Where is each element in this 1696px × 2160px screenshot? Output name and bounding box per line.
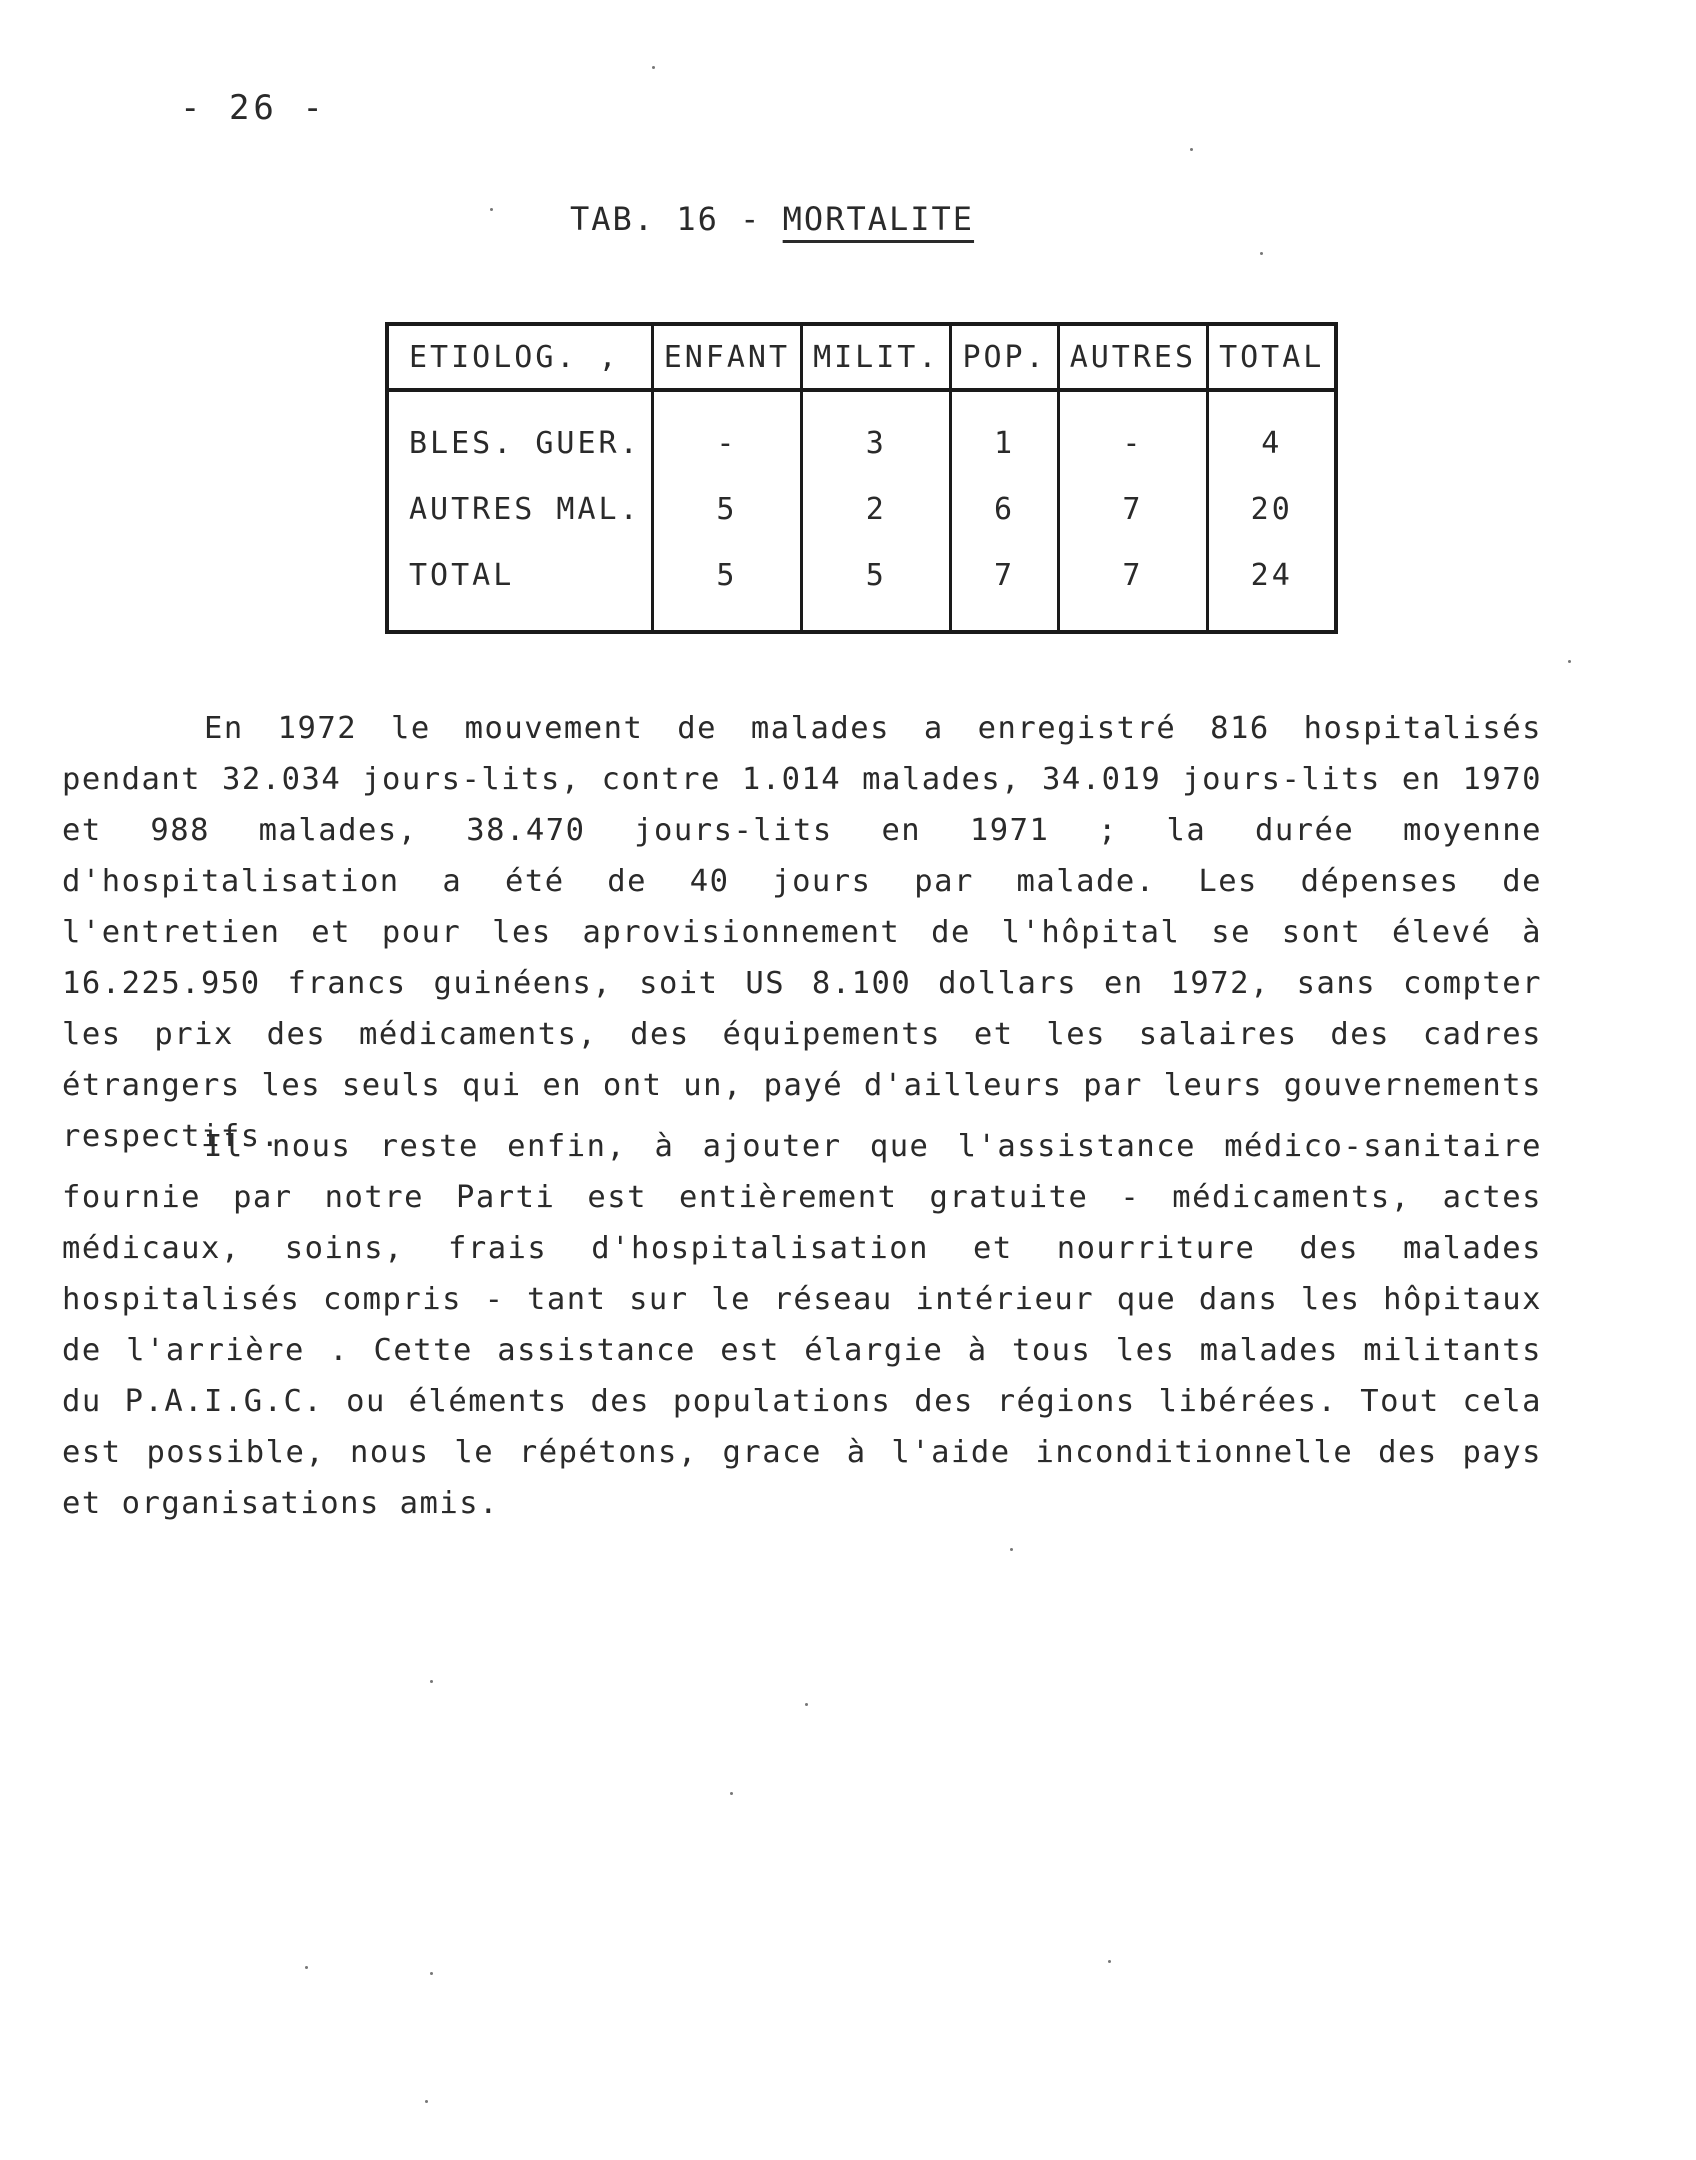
- scan-speck: [430, 1680, 433, 1683]
- table-cell: 3: [802, 390, 951, 476]
- table-cell: 7: [951, 542, 1058, 632]
- table-cell: 4: [1208, 390, 1337, 476]
- header-child: ENFANT: [652, 324, 801, 390]
- table-row: [387, 476, 1336, 542]
- scan-speck: [425, 2100, 428, 2103]
- scan-speck: [1568, 660, 1571, 663]
- scan-speck: [1260, 252, 1263, 255]
- scan-speck: [305, 1966, 308, 1969]
- header-total: TOTAL: [1208, 324, 1337, 390]
- scan-speck: [805, 1703, 808, 1706]
- scan-speck: [430, 1972, 433, 1975]
- mortality-table: [385, 322, 1338, 634]
- scan-speck: [1190, 148, 1193, 151]
- scan-speck: [652, 66, 655, 69]
- table-cell: 5: [652, 476, 801, 542]
- header-population: POP.: [951, 324, 1058, 390]
- paragraph-free-assistance: Il nous reste enfin, à ajouter que l'assistance médico-sanitaire fournie par notre Parti est entièrement gratuite - médicaments, actes médicaux, soins, frais d'hospitalisation et nourriture des malades hospitalisés compris - tant sur le réseau intérieur que dans les hôpitaux de l'arrière . Cette assistance est élargie à tous les malades militants du P.A.I.G.C. ou éléments des populations des régions libérées. Tout cela est possible, nous le répétons, grace à l'aide inconditionnelle des pays et organisations amis.: [62, 1128, 1542, 1521]
- table-cell: 20: [1208, 476, 1337, 542]
- table-cell: AUTRES MAL.: [387, 476, 652, 542]
- table-cell: 5: [802, 542, 951, 632]
- scan-speck: [730, 1792, 733, 1795]
- table-cell: 7: [1058, 542, 1207, 632]
- header-others: AUTRES: [1058, 324, 1207, 390]
- table-cell: 1: [951, 390, 1058, 476]
- scan-speck: [1108, 1960, 1111, 1963]
- table-header-row: [387, 324, 1336, 390]
- paragraph-hospital-movement: En 1972 le mouvement de malades a enregistré 816 hospitalisés pendant 32.034 jours-lits, contre 1.014 malades, 34.019 jours-lits en 1970 et 988 malades, 38.470 jours-lits en 1971 ; la durée moyenne d'hospitalisation a été de 40 jours par malade. Les dépenses de l'entretien et pour les aprovisionnement de l'hôpital se sont élevé à 16.225.950 francs guinéens, soit US 8.100 dollars en 1972, sans compter les prix des médicaments, des équipements et les salaires des cadres étrangers les seuls qui en ont un, payé d'ailleurs par leurs gouvernements respectifs.: [62, 710, 1542, 1154]
- table-cell: -: [652, 390, 801, 476]
- table-cell: 2: [802, 476, 951, 542]
- table-title-main: MORTALITE: [782, 200, 975, 238]
- page-number: - 26 -: [180, 88, 327, 128]
- scan-speck: [490, 208, 493, 211]
- header-etiology: ETIOLOG. ,: [387, 324, 652, 390]
- scan-speck: [1010, 1548, 1013, 1551]
- table-cell: BLES. GUER.: [387, 390, 652, 476]
- table-cell: -: [1058, 390, 1207, 476]
- header-military: MILIT.: [802, 324, 951, 390]
- table-cell: 24: [1208, 542, 1337, 632]
- table-title: [570, 200, 974, 238]
- table-cell: TOTAL: [387, 542, 652, 632]
- table-title-prefix: TAB. 16 -: [570, 200, 783, 238]
- table-row: [387, 390, 1336, 476]
- table-cell: 6: [951, 476, 1058, 542]
- table-cell: 5: [652, 542, 801, 632]
- table-cell: 7: [1058, 476, 1207, 542]
- table-row: [387, 542, 1336, 632]
